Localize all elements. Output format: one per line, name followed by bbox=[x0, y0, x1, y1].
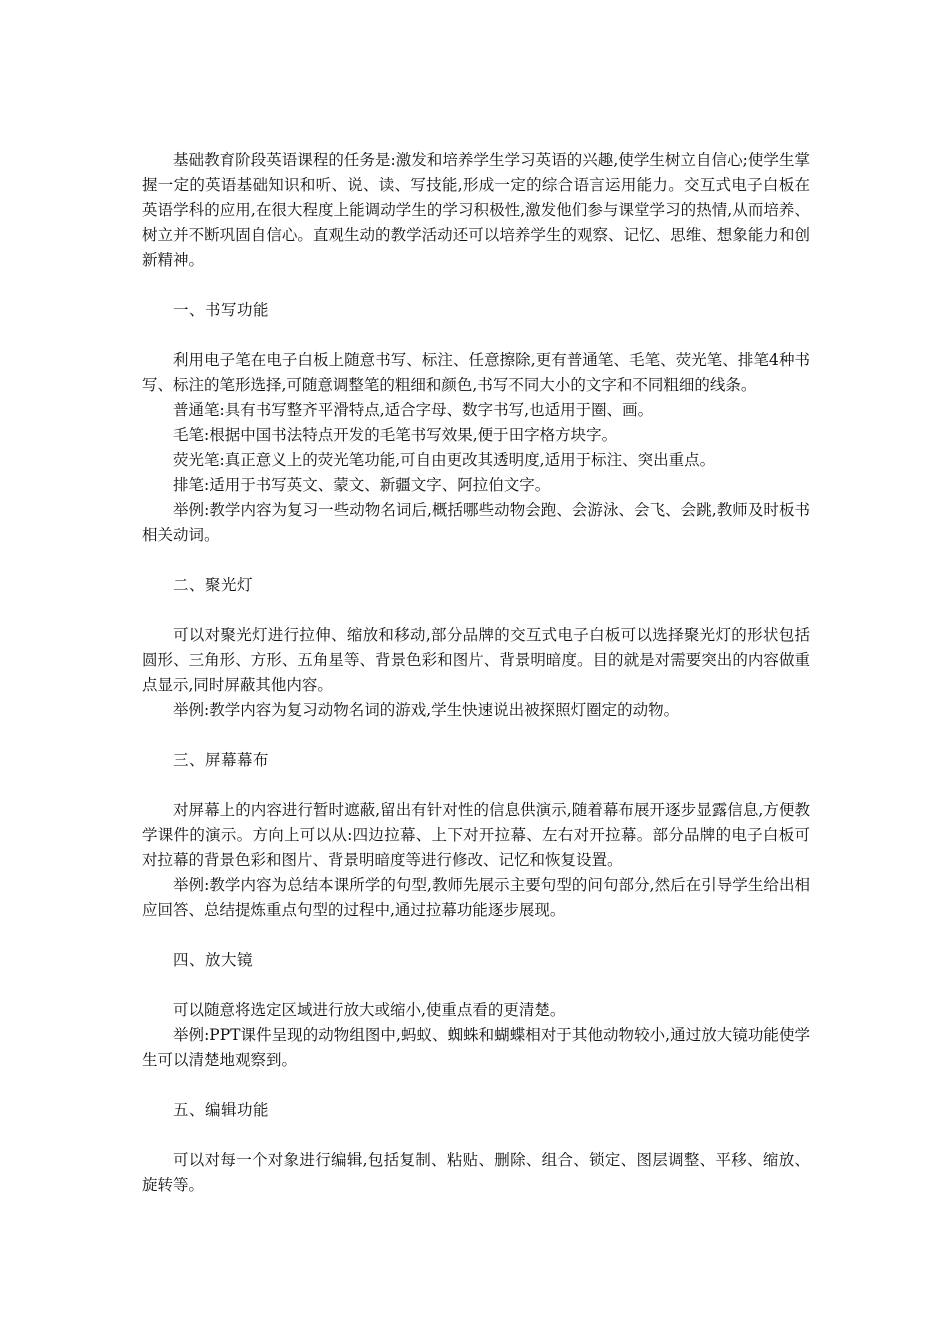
spacer bbox=[142, 273, 810, 298]
section-heading-spotlight: 二、聚光灯 bbox=[173, 576, 254, 594]
spacer bbox=[142, 973, 810, 998]
paragraph: 举例:教学内容为复习一些动物名词后,概括哪些动物会跑、会游泳、会飞、会跳,教师及时板书相关动词。 bbox=[142, 501, 810, 544]
section-heading-writing: 一、书写功能 bbox=[173, 301, 270, 319]
paragraph: 毛笔:根据中国书法特点开发的毛笔书写效果,便于田字格方块字。 bbox=[173, 426, 618, 444]
intro-paragraph: 基础教育阶段英语课程的任务是:激发和培养学生学习英语的兴趣,使学生树立自信心;使学生掌握一定的英语基础知识和听、说、读、写技能,形成一定的综合语言运用能力。交互式电子白板在英语学科的应用,在很大程度上能调动学生的学习积极性,激发他们参与课堂学习的热情,从而培养、树立并不断巩固自信心。直观生动的教学活动还可以培养学生的观察、记忆、思维、想象能力和创新精神。 bbox=[142, 151, 810, 269]
paragraph: 排笔:适用于书写英文、蒙文、新疆文字、阿拉伯文字。 bbox=[173, 476, 551, 494]
spacer bbox=[142, 548, 810, 573]
document-body bbox=[142, 148, 810, 1198]
paragraph: 对屏幕上的内容进行暂时遮蔽,留出有针对性的信息供演示,随着幕布展开逐步显露信息,方便教学课件的演示。方向上可以从:四边拉幕、上下对开拉幕、左右对开拉幕。部分品牌的电子白板可对拉幕的背景色彩和图片、背景明暗度等进行修改、记忆和恢复设置。 bbox=[142, 801, 810, 869]
paragraph: 利用电子笔在电子白板上随意书写、标注、任意擦除,更有普通笔、毛笔、荧光笔、排笔4种书写、标注的笔形选择,可随意调整笔的粗细和颜色,书写不同大小的文字和不同粗细的线条。 bbox=[142, 351, 810, 394]
paragraph: 可以随意将选定区域进行放大或缩小,使重点看的更清楚。 bbox=[173, 1001, 566, 1019]
spacer bbox=[142, 923, 810, 948]
paragraph: 举例:PPT课件呈现的动物组图中,蚂蚁、蜘蛛和蝴蝶相对于其他动物较小,通过放大镜功能使学生可以清楚地观察到。 bbox=[142, 1026, 810, 1069]
spacer bbox=[142, 773, 810, 798]
paragraph: 荧光笔:真正意义上的荧光笔功能,可自由更改其透明度,适用于标注、突出重点。 bbox=[173, 451, 716, 469]
paragraph: 可以对聚光灯进行拉伸、缩放和移动,部分品牌的交互式电子白板可以选择聚光灯的形状包括圆形、三角形、方形、五角星等、背景色彩和图片、背景明暗度。目的就是对需要突出的内容做重点显示,同时屏蔽其他内容。 bbox=[142, 626, 810, 694]
spacer bbox=[142, 1123, 810, 1148]
spacer bbox=[142, 723, 810, 748]
section-heading-editing: 五、编辑功能 bbox=[173, 1101, 270, 1119]
paragraph: 普通笔:具有书写整齐平滑特点,适合字母、数字书写,也适用于圈、画。 bbox=[173, 401, 654, 419]
spacer bbox=[142, 598, 810, 623]
paragraph: 举例:教学内容为复习动物名词的游戏,学生快速说出被探照灯圈定的动物。 bbox=[173, 701, 680, 719]
section-heading-screen-curtain: 三、屏幕幕布 bbox=[173, 751, 270, 769]
paragraph: 举例:教学内容为总结本课所学的句型,教师先展示主要句型的问句部分,然后在引导学生给出相应回答、总结提炼重点句型的过程中,通过拉幕功能逐步展现。 bbox=[142, 876, 810, 919]
paragraph: 可以对每一个对象进行编辑,包括复制、粘贴、删除、组合、锁定、图层调整、平移、缩放、旋转等。 bbox=[142, 1151, 810, 1194]
section-heading-magnifier: 四、放大镜 bbox=[173, 951, 254, 969]
spacer bbox=[142, 323, 810, 348]
spacer bbox=[142, 1073, 810, 1098]
